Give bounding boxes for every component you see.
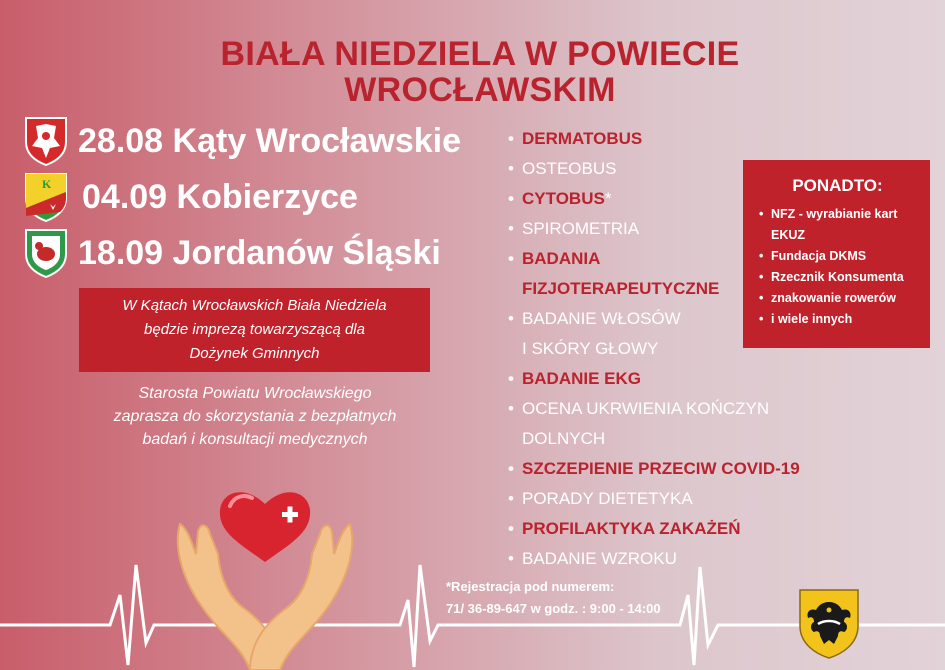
katy-wroclawskie-crest-icon xyxy=(24,116,68,166)
list-item: • OCENA UKRWIENIA KOŃCZYN DOLNYCH xyxy=(506,394,836,454)
info-box-line: będzie imprezą towarzyszącą dla xyxy=(144,321,365,338)
invitation-line: zaprasza do skorzystania z bezpłatnych xyxy=(113,408,397,425)
list-item: • NFZ - wyrabianie kart xyxy=(757,204,918,225)
list-item: • BADANIE WŁOSÓW I SKÓRY GŁOWY xyxy=(506,304,836,364)
list-item: • Rzecznik Konsumenta xyxy=(757,267,918,288)
info-box-line: W Kątach Wrocławskich Biała Niedziela xyxy=(122,297,387,314)
invitation-line: badań i konsultacji medycznych xyxy=(142,431,368,448)
title-line-1: BIAŁA NIEDZIELA W POWIECIE xyxy=(220,35,740,73)
info-box xyxy=(79,288,430,372)
registration-line: *Rejestracja pod numerem: xyxy=(446,579,615,594)
list-item: • OSTEOBUS xyxy=(506,154,836,184)
svg-text:K: K xyxy=(42,177,52,191)
list-item: • BADANIA FIZJOTERAPEUTYCZNE xyxy=(506,244,836,304)
ponadto-heading: PONADTO: xyxy=(792,176,883,195)
list-item: • DERMATOBUS xyxy=(506,124,836,154)
list-item: • Fundacja DKMS xyxy=(757,246,918,267)
list-item: • BADANIE WZROKU xyxy=(506,544,836,574)
invitation-text xyxy=(60,382,450,451)
title-line-2: WROCŁAWSKIM xyxy=(344,71,616,109)
page-title xyxy=(170,36,790,108)
list-item: • i wiele innych xyxy=(757,309,918,330)
powiat-wroclawski-crest-icon xyxy=(798,588,860,660)
list-item: • SPIROMETRIA xyxy=(506,214,836,244)
kobierzyce-crest-icon xyxy=(24,172,68,222)
event-text: 28.08 Kąty Wrocławskie xyxy=(78,121,462,160)
info-box-line: Dożynek Gminnych xyxy=(189,345,320,362)
event-jordanow-slaski xyxy=(24,228,441,278)
invitation-line: Starosta Powiatu Wrocławskiego xyxy=(138,385,372,402)
registration-info xyxy=(446,576,661,620)
list-item: • PROFILAKTYKA ZAKAŻEŃ xyxy=(506,514,836,544)
ponadto-list xyxy=(757,204,918,330)
heart-with-cross-icon xyxy=(220,492,310,562)
event-text: 04.09 Kobierzyce xyxy=(82,177,358,216)
list-item: • BADANIE EKG xyxy=(506,364,836,394)
list-item: • znakowanie rowerów xyxy=(757,288,918,309)
jordanow-slaski-crest-icon xyxy=(24,228,68,278)
registration-phone: 71/ 36-89-647 w godz. : 9:00 - 14:00 xyxy=(446,601,661,616)
ponadto-box xyxy=(743,160,930,348)
list-item-continuation: EKUZ xyxy=(771,228,806,242)
list-item: • PORADY DIETETYKA xyxy=(506,484,836,514)
event-katy-wroclawskie xyxy=(24,116,461,166)
caring-hands-icon xyxy=(170,484,360,670)
event-kobierzyce xyxy=(24,172,358,222)
list-item: • CYTOBUS* xyxy=(506,184,836,214)
event-text: 18.09 Jordanów Śląski xyxy=(78,233,441,272)
list-item: • SZCZEPIENIE PRZECIW COVID-19 xyxy=(506,454,836,484)
